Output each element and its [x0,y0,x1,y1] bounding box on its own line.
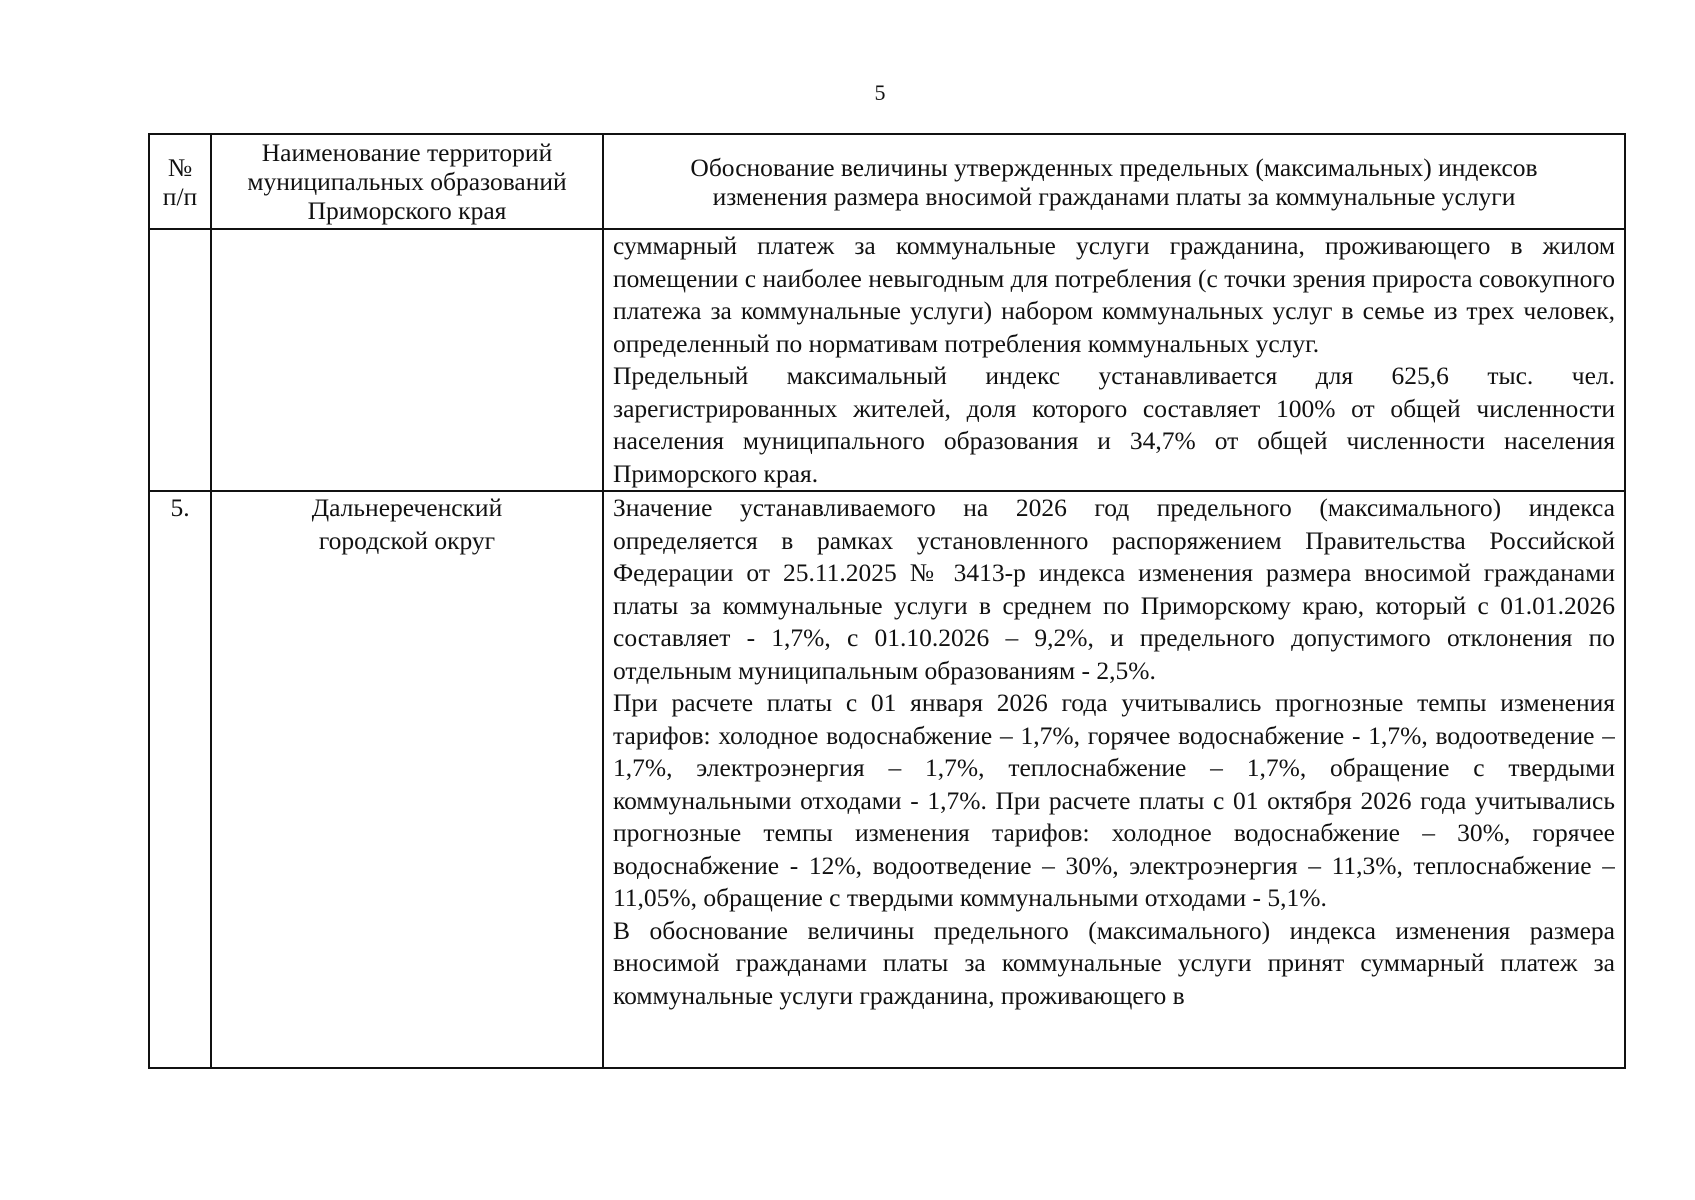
table-row-continued [149,229,1625,491]
justification-paragraph: Предельный максимальный индекс устанавливается для 625,6 тыс. чел. зарегистрированных жителей, доля которого составляет 100% от общей численности населения муниципального образования и 34,7% от общей численности населения Приморского края. [613,361,1615,488]
header-territory: Наименование территорий муниципальных образований Приморского края [211,134,603,229]
tariff-index-table [148,133,1626,1069]
page-number: 5 [874,80,886,105]
row-justification [603,491,1625,1068]
header-num: № п/п [149,134,211,229]
table-header-row [149,134,1625,229]
justification-paragraph: суммарный платеж за коммунальные услуги гражданина, проживающего в жилом помещении с наиболее невыгодным для потребления (с точки зрения прироста совокупного платежа за коммунальные услуги) набором коммунальных услуг в семье из трех человек, определенный по нормативам потребления коммунальных услуг. [613,231,1615,358]
justification-paragraph: Значение устанавливаемого на 2026 год предельного (максимального) индекса определяется в рамках установленного распоряжением Правительства Российской Федерации от 25.11.2025 № 3413-р индекса изменения размера вносимой гражданами платы за коммунальные услуги в среднем по Приморскому краю, который с 01.01.2026 составляет - 1,7%, с 01.10.2026 – 9,2%, и предельного допустимого отклонения по отдельным муниципальным образованиям - 2,5%. [613,493,1615,685]
row-num: 5. [149,491,211,1068]
row-territory [211,229,603,491]
table-row-5 [149,491,1625,1068]
row-territory: Дальнереченский городской округ [211,491,603,1068]
justification-paragraph: В обоснование величины предельного (максимального) индекса изменения размера вносимой гражданами платы за коммунальные услуги принят суммарный платеж за коммунальные услуги гражданина, проживающего в [613,915,1615,1010]
justification-paragraph: При расчете платы с 01 января 2026 года учитывались прогнозные темпы изменения тарифов: холодное водоснабжение – 1,7%, горячее водоснабжение - 1,7%, водоотведение – 1,7%, электроэнергия – 1,7%, теплоснабжение – 1,7%, обращение с твердыми коммунальными отходами - 1,7%. При расчете платы с 01 октября 2026 года учитывались прогнозные темпы изменения тарифов: холодное водоснабжение – 30%, горячее водоснабжение - 12%, водоотведение – 30%, электроэнергия – 11,3%, теплоснабжение – 11,05%, обращение с твердыми коммунальными отходами - 5,1%. [613,688,1615,912]
row-num [149,229,211,491]
header-justification: Обоснование величины утвержденных предельных (максимальных) индексов изменения размера вносимой гражданами платы за коммунальные услуги [603,134,1625,229]
row-justification [603,229,1625,491]
